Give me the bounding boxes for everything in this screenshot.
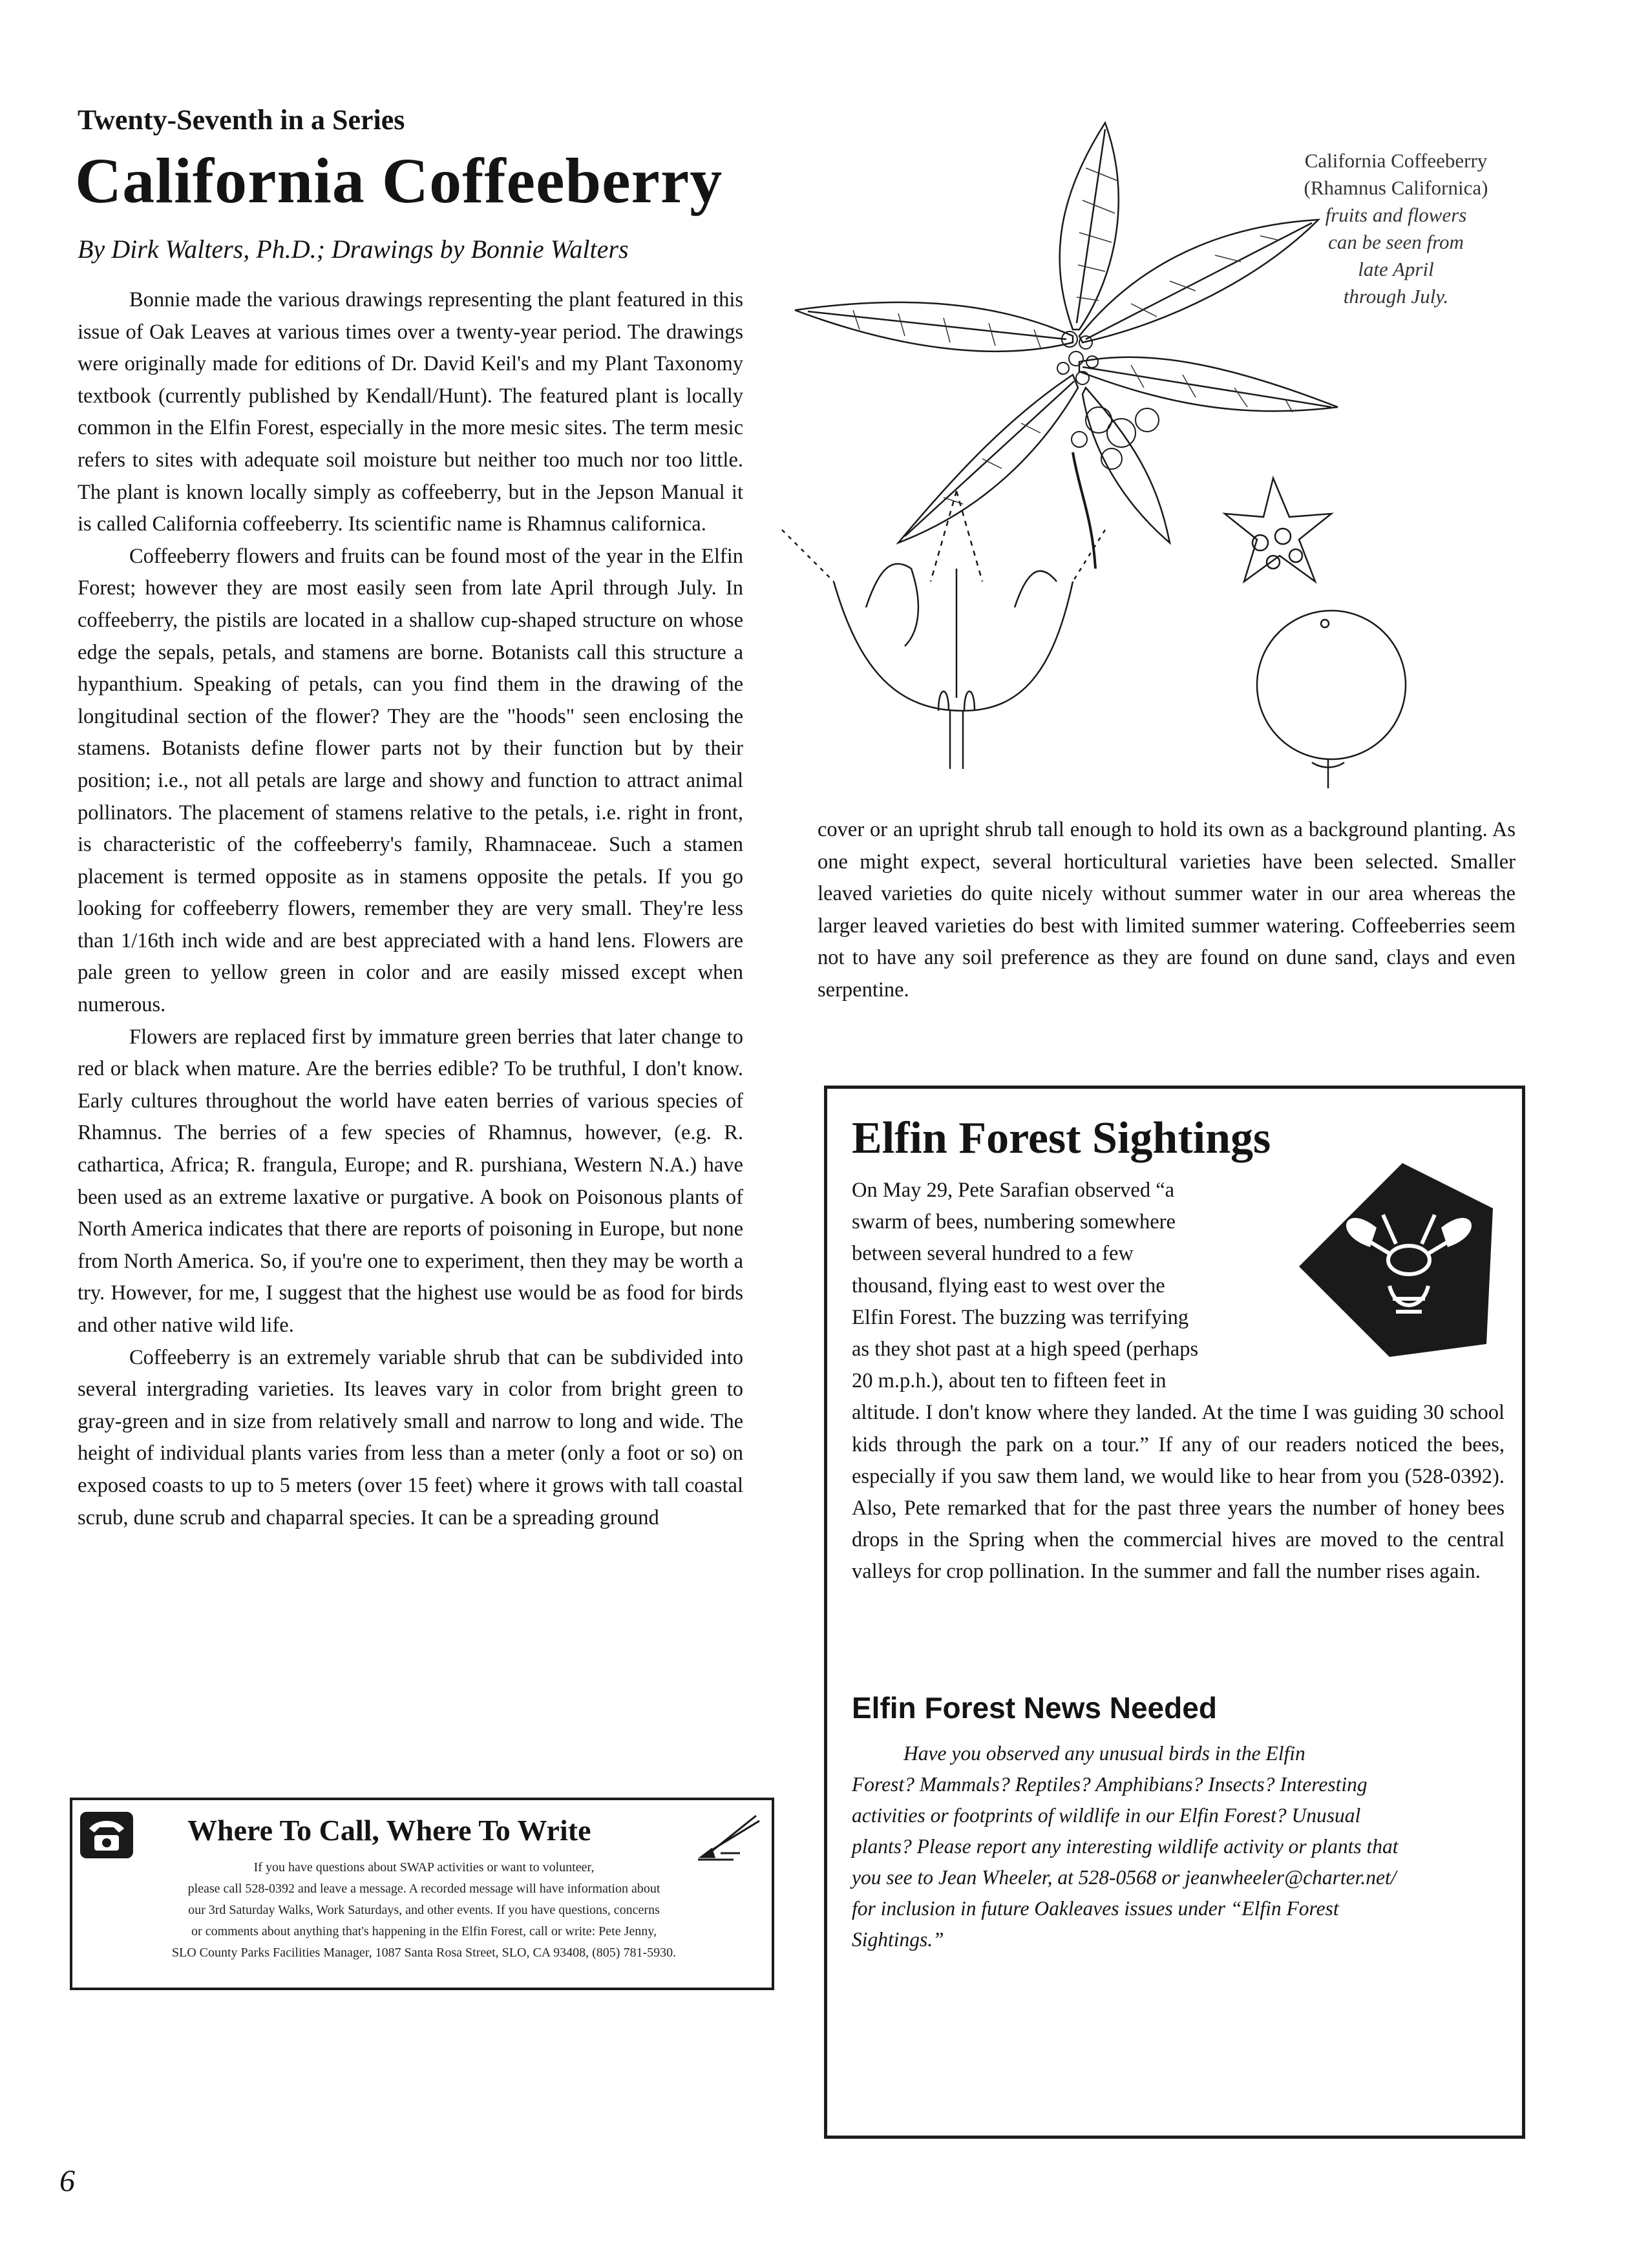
sightings-line: 20 m.p.h.), about ten to fifteen feet in bbox=[852, 1369, 1167, 1393]
news-line: Forest? Mammals? Reptiles? Amphibians? Insects? Interesting bbox=[852, 1773, 1368, 1796]
news-line: plants? Please report any interesting wildlife activity or plants that bbox=[852, 1835, 1399, 1858]
caption-line: through July. bbox=[1343, 285, 1449, 308]
caption-line: California Coffeeberry bbox=[1304, 149, 1488, 172]
sightings-line: On May 29, Pete Sarafian observed “a bbox=[852, 1179, 1175, 1202]
sightings-line: as they shot past at a high speed (perhaps bbox=[852, 1338, 1199, 1361]
caption-line: can be seen from bbox=[1328, 231, 1464, 253]
contact-box-title: Where To Call, Where To Write bbox=[187, 1814, 591, 1847]
pen-and-ink-icon bbox=[695, 1809, 766, 1861]
article-body bbox=[78, 284, 743, 1534]
sightings-paragraph: altitude. I don't know where they landed. At the time I was guiding 30 school kids through the park on a tour.” If any of our readers noticed the bees, especially if you saw them land, we would like to hear from you (528-0392). Also, Pete remarked that for the past three years the number of honey bees drops in the Spring when the commercial hives are moved to the central valleys for crop pollination. In the summer and fall the number rises again. bbox=[852, 1401, 1505, 1584]
news-line: for inclusion in future Oakleaves issues under “Elfin Forest bbox=[852, 1897, 1339, 1920]
series-label: Twenty-Seventh in a Series bbox=[78, 104, 405, 136]
sightings-line: thousand, flying east to west over the bbox=[852, 1274, 1165, 1297]
article-paragraph: Coffeeberry is an extremely variable shrub that can be subdivided into several intergrading varieties. Its leaves vary in color from bright green to gray-green and in size from relatively small and narrow to long and wide. The height of individual plants varies from less than a meter (only a foot or so) on exposed coasts to up to 5 meters (over 15 feet) where it grows with tall coastal scrub, dune scrub and chaparral species. It can be a spreading ground bbox=[78, 1345, 743, 1529]
article-continuation bbox=[818, 814, 1516, 1007]
sightings-line: between several hundred to a few bbox=[852, 1242, 1134, 1266]
news-line: activities or footprints of wildlife in our Elfin Forest? Unusual bbox=[852, 1804, 1361, 1827]
contact-line: our 3rd Saturday Walks, Work Saturdays, and other events. If you have questions, concerns bbox=[188, 1903, 660, 1917]
article-paragraph: Coffeeberry flowers and fruits can be found most of the year in the Elfin Forest; however they are most easily seen from late April through July. In coffeeberry, the pistils are located in a shallow cup-shaped structure on whose edge the sepals, petals, and stamens are borne. Botanists call this structure a hypanthium. Speaking of petals, can you find them in the drawing of the longitudinal section of the flower? They are the "hoods" seen enclosing the stamens. Botanists define flower parts not by their function but by their position; i.e., not all petals are large and showy and function to attract animal pollinators. The placement of stamens relative to the petals, i.e. right in front, is characteristic of the coffeeberry's family, Rhamnaceae. Such a stamen placement is termed opposite as in stamens opposite the petals. If you go looking for coffeeberry flowers, remember they are very small. They're less than 1/16th inch wide and are best appreciated with a hand lens. Flowers are pale green to yellow green in color and are easily missed except when numerous. bbox=[78, 544, 743, 1017]
news-line: you see to Jean Wheeler, at 528-0568 or jeanwheeler@charter.net/ bbox=[852, 1866, 1397, 1889]
sightings-title: Elfin Forest Sightings bbox=[852, 1113, 1271, 1163]
sightings-line: swarm of bees, numbering somewhere bbox=[852, 1210, 1176, 1234]
sightings-line: Elfin Forest. The buzzing was terrifying bbox=[852, 1305, 1189, 1329]
article-paragraph: Flowers are replaced first by immature green berries that later change to red or black when mature. Are the berries edible? To be truthful, I don't know. Early cultures throughout the world have eaten berries of various species of Rhamnus. The berries of a few species of Rhamnus, however, (e.g. R. cathartica, Africa; R. frangula, Europe; and R. purshiana, Western N.A.) have been used as an extreme laxative or purgative. A book on Poisonous plants of North America indicates that there are reports of poisoning in Europe, but none from North America. So, if you're one to experiment, then they may be worth a try. However, for me, I suggest that the highest use would be as food for birds and other native wild life. bbox=[78, 1025, 743, 1337]
news-needed-title: Elfin Forest News Needed bbox=[852, 1691, 1217, 1725]
caption-line: fruits and flowers bbox=[1325, 204, 1467, 226]
figure-caption bbox=[1254, 147, 1538, 310]
caption-line: (Rhamnus Californica) bbox=[1304, 176, 1488, 199]
contact-line: SLO County Parks Facilities Manager, 1087 Santa Rosa Street, SLO, CA 93408, (805) 781-5930. bbox=[171, 1946, 677, 1960]
contact-line: or comments about anything that's happening in the Elfin Forest, call or write: Pete Jenny, bbox=[191, 1924, 657, 1938]
news-needed-body bbox=[852, 1738, 1505, 1955]
article-paragraph: cover or an upright shrub tall enough to hold its own as a background planting. As one might expect, several horticultural varieties have been selected. Smaller leaved varieties do quite nicely without summer water in our area whereas the larger leaved varieties do best with limited summer watering. Coffeeberries seem not to have any soil preference as they are found on dune sand, clays and even serpentine. bbox=[818, 818, 1516, 1002]
contact-line: If you have questions about SWAP activities or want to volunteer, bbox=[253, 1860, 595, 1874]
article-title: California Coffeeberry bbox=[75, 145, 723, 216]
contact-box-text bbox=[81, 1857, 766, 1964]
sightings-body bbox=[852, 1175, 1505, 1588]
news-line: Have you observed any unusual birds in the Elfin bbox=[903, 1742, 1305, 1765]
caption-line: late April bbox=[1358, 258, 1434, 280]
article-paragraph: Bonnie made the various drawings representing the plant featured in this issue of Oak Leaves at various times over a twenty-year period. The drawings were originally made for editions of Dr. David Keil's and my Plant Taxonomy textbook (currently published by Kendall/Hunt). The featured plant is locally common in the Elfin Forest, especially in the more mesic sites. The term mesic refers to sites with adequate soil moisture but neither too much nor too little. The plant is known locally simply as coffeeberry, but in the Jepson Manual it is called California coffeeberry. Its scientific name is Rhamnus californica. bbox=[78, 288, 743, 536]
news-line: Sightings.” bbox=[852, 1928, 944, 1951]
telephone-icon bbox=[78, 1809, 136, 1861]
byline: By Dirk Walters, Ph.D.; Drawings by Bonnie Walters bbox=[78, 235, 629, 264]
page-number: 6 bbox=[59, 2164, 75, 2198]
contact-line: please call 528-0392 and leave a message. A recorded message will have information about bbox=[187, 1882, 660, 1896]
